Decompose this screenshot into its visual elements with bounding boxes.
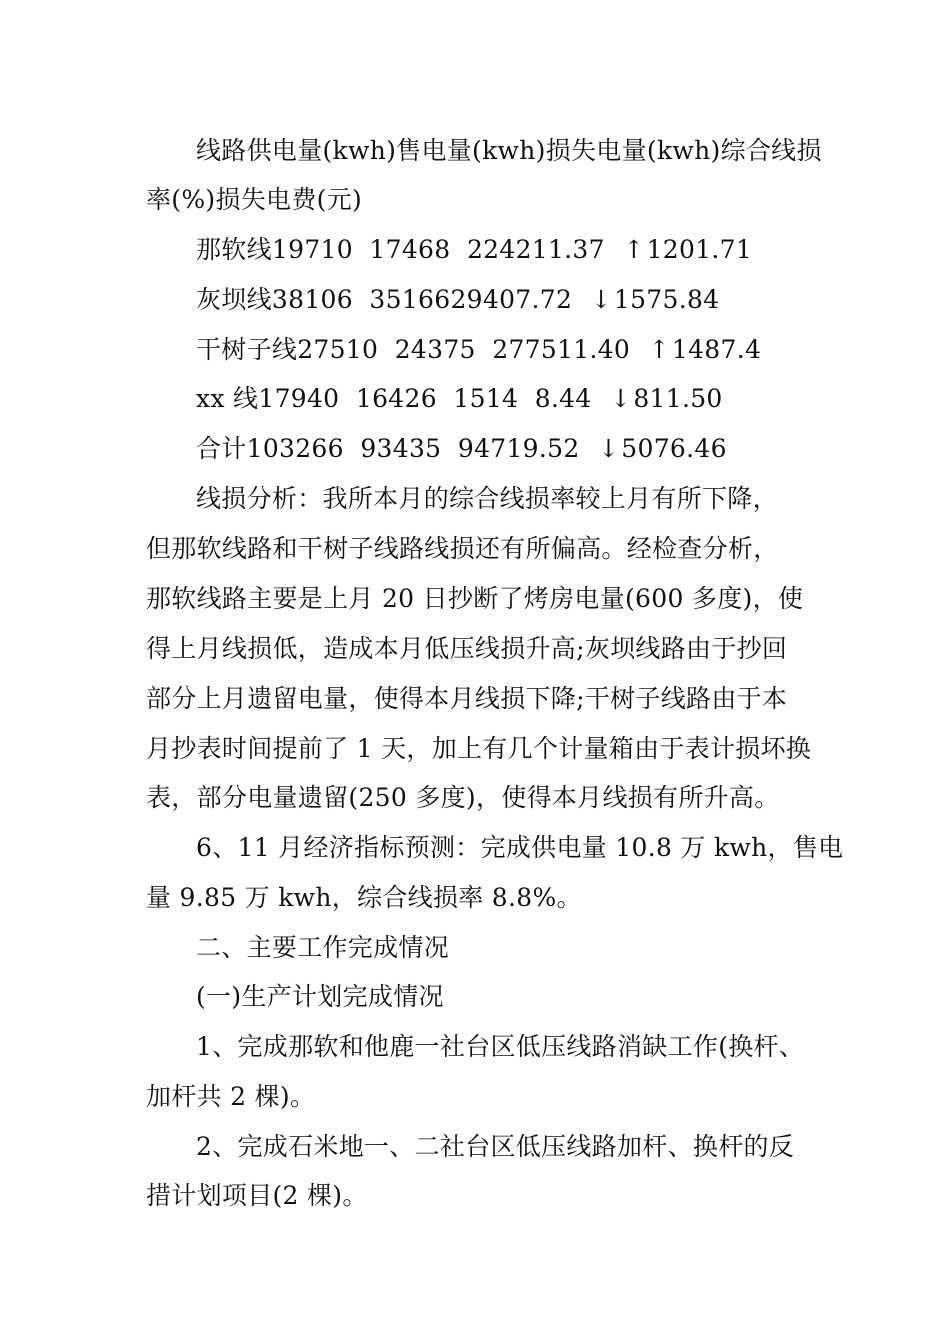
row-values: 103266 93435 94719.52 [246,434,597,463]
analysis-line: 表，部分电量遗留(250 多度)，使得本月线损有所升高。 [146,783,780,812]
row-line-name: 那软线 [196,235,272,264]
arrow-down-icon: ↓ [598,434,620,463]
table-row [196,235,752,265]
row-loss-fee: 5076.46 [621,434,727,463]
table-row [196,335,761,365]
row-line-name: 干树子线 [196,335,298,364]
item-1-line: 加杆共 2 棵)。 [146,1082,316,1111]
analysis-line: 线损分析：我所本月的综合线损率较上月有所下降， [196,484,778,513]
analysis-line: 部分上月遗留电量，使得本月线损下降;干树子线路由于本 [146,684,788,713]
forecast-line: 量 9.85 万 kwh，综合线损率 8.8%。 [146,883,582,912]
forecast-line: 6、11 月经济指标预测：完成供电量 10.8 万 kwh，售电 [196,833,844,862]
table-header-line-1: 线路供电量(kwh)售电量(kwh)损失电量(kwh)综合线损 [196,136,822,165]
row-values: 27510 24375 277511.40 [297,335,647,364]
row-loss-fee: 1201.71 [646,235,753,264]
row-loss-fee: 811.50 [633,384,723,413]
analysis-line: 那软线路主要是上月 20 日抄断了烤房电量(600 多度)，使 [146,584,804,613]
sub-heading: (一)生产计划完成情况 [196,982,444,1011]
row-line-name: xx 线 [196,384,259,413]
item-1-line: 1、完成那软和他鹿一社台区低压线路消缺工作(换杆、 [196,1032,805,1061]
row-loss-fee: 1487.4 [671,335,762,364]
arrow-down-icon: ↓ [590,285,612,314]
analysis-line: 但那软线路和干树子线路线损还有所偏高。经检查分析， [146,534,779,563]
arrow-up-icon: ↑ [623,235,645,264]
table-row-total [196,434,727,464]
table-row [196,384,723,414]
row-values: 38106 3516629407.72 [271,285,589,314]
analysis-line: 月抄表时间提前了 1 天，加上有几个计量箱由于表计损坏换 [146,734,812,763]
section-heading: 二、主要工作完成情况 [196,933,450,962]
arrow-up-icon: ↑ [648,335,670,364]
analysis-line: 得上月线损低，造成本月低压线损升高;灰坝线路由于抄回 [146,634,788,663]
arrow-down-icon: ↓ [610,384,632,413]
row-line-name: 合计 [196,434,247,463]
row-values: 19710 17468 224211.37 [271,235,622,264]
row-loss-fee: 1575.84 [613,285,720,314]
row-line-name: 灰坝线 [196,285,272,314]
item-2-line: 措计划项目(2 棵)。 [146,1181,368,1210]
table-row [196,285,719,315]
row-values: 17940 16426 1514 8.44 [258,384,609,413]
item-2-line: 2、完成石米地一、二社台区低压线路加杆、换杆的反 [196,1132,795,1161]
table-header-line-2: 率(%)损失电费(元) [146,185,363,214]
